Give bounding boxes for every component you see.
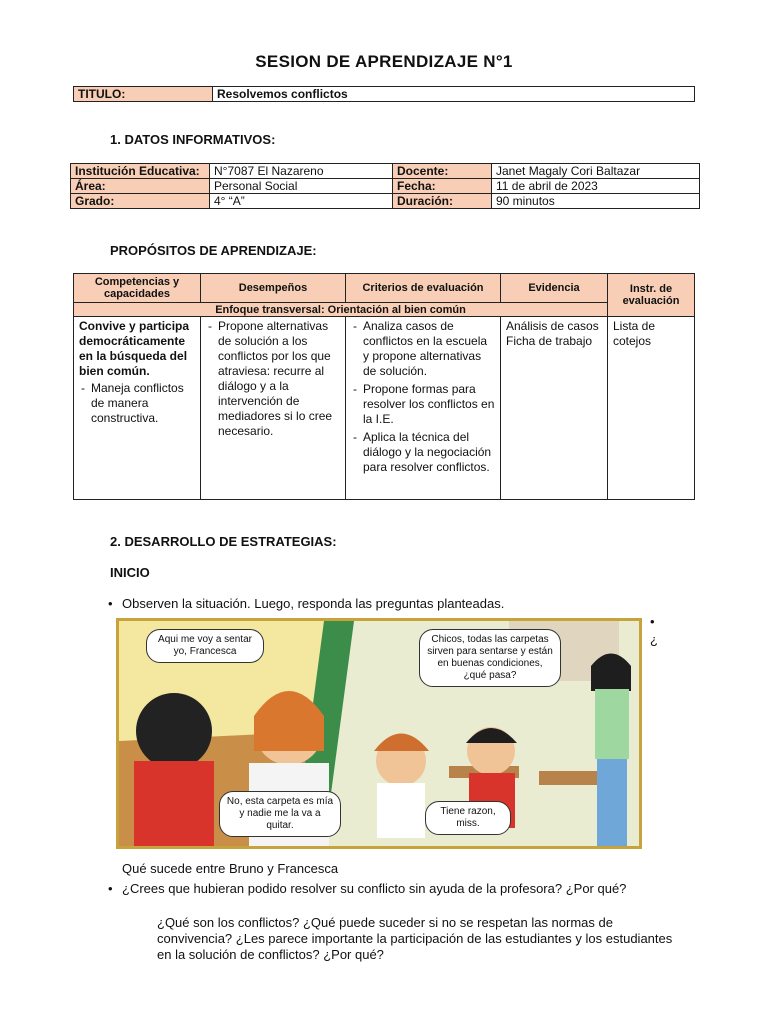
datos-value: 90 minutos <box>492 194 700 209</box>
datos-label: Duración: <box>393 194 492 209</box>
propositos-heading: PROPÓSITOS DE APRENDIZAJE: <box>110 243 317 258</box>
header-evidencia: Evidencia <box>501 274 608 303</box>
titulo-label: TITULO: <box>74 87 213 102</box>
datos-value: Janet Magaly Cori Baltazar <box>492 164 700 179</box>
question-3: ¿Qué son los conflictos? ¿Qué puede suceder si no se respetan las normas de convivencia? ¿Les parece importante la participación de las estudiantes y los estudiantes en la solución de conflictos? ¿Por qué? <box>157 915 673 962</box>
datos-row <box>71 194 700 209</box>
datos-value: N°7087 El Nazareno <box>210 164 393 179</box>
competencia-text: Convive y participa democráticamente en la búsqueda del bien común. <box>79 319 190 378</box>
datos-label: Fecha: <box>393 179 492 194</box>
instruction-text: • Observen la situación. Luego, responda las preguntas planteadas. <box>108 596 504 611</box>
desempeno-cell <box>201 317 346 500</box>
evidencia-text: Ficha de trabajo <box>506 334 593 348</box>
side-bullet: • <box>650 614 655 629</box>
datos-value: 11 de abril de 2023 <box>492 179 700 194</box>
header-competencias: Competencias y capacidades <box>74 274 201 303</box>
desempeno-item: - Propone alternativas de solución a los conflictos por los que atraviesa: recurre al diálogo y a la intervención de mediadores si lo cree necesario. <box>206 319 340 439</box>
criterios-cell <box>346 317 501 500</box>
datos-row <box>71 179 700 194</box>
comic-illustration <box>116 618 642 849</box>
datos-row <box>71 164 700 179</box>
datos-label: Institución Educativa: <box>71 164 210 179</box>
question-1: Qué sucede entre Bruno y Francesca <box>122 861 339 876</box>
datos-label: Docente: <box>393 164 492 179</box>
speech-bubble-francesca: Aqui me voy a sentar yo, Francesca <box>146 629 264 663</box>
speech-bubble-teacher: Chicos, todas las carpetas sirven para sentarse y están en buenas condiciones, ¿qué pasa? <box>419 629 561 687</box>
question-2: • ¿Crees que hubieran podido resolver su conflicto sin ayuda de la profesora? ¿Por qué? <box>108 881 668 897</box>
section-estrategias-heading: 2. DESARROLLO DE ESTRATEGIAS: <box>110 534 337 549</box>
speech-bubble-student: Tiene razon, miss. <box>425 801 511 835</box>
criterio-item: - Aplica la técnica del diálogo y la negociación para resolver conflictos. <box>351 430 495 475</box>
competencia-cell <box>74 317 201 500</box>
instrumento-cell: Lista de cotejos <box>608 317 695 500</box>
document-title: SESION DE APRENDIZAJE N°1 <box>255 52 513 71</box>
criterio-item: - Propone formas para resolver los conflictos en la I.E. <box>351 382 495 427</box>
enfoque-transversal: Enfoque transversal: Orientación al bien común <box>74 303 608 317</box>
inicio-heading: INICIO <box>110 565 150 580</box>
capacidad-item: - Maneja conflictos de manera constructiva. <box>79 381 195 426</box>
section-datos-heading: 1. DATOS INFORMATIVOS: <box>110 132 276 147</box>
speech-bubble-bruno: No, esta carpeta es mía y nadie me la va a quitar. <box>219 791 341 837</box>
datos-label: Grado: <box>71 194 210 209</box>
header-desempenos: Desempeños <box>201 274 346 303</box>
titulo-value: Resolvemos conflictos <box>213 87 695 102</box>
side-mark: ¿ <box>650 632 658 647</box>
evidencia-text: Análisis de casos <box>506 319 599 333</box>
evidencia-cell <box>501 317 608 500</box>
header-instrumento: Instr. de evaluación <box>608 274 695 317</box>
datos-value: Personal Social <box>210 179 393 194</box>
header-criterios: Criterios de evaluación <box>346 274 501 303</box>
titulo-table <box>73 86 695 102</box>
propositos-table <box>73 273 695 500</box>
datos-label: Área: <box>71 179 210 194</box>
datos-value: 4° “A” <box>210 194 393 209</box>
criterio-item: - Analiza casos de conflictos en la escuela y propone alternativas de solución. <box>351 319 495 379</box>
datos-table <box>70 163 700 209</box>
